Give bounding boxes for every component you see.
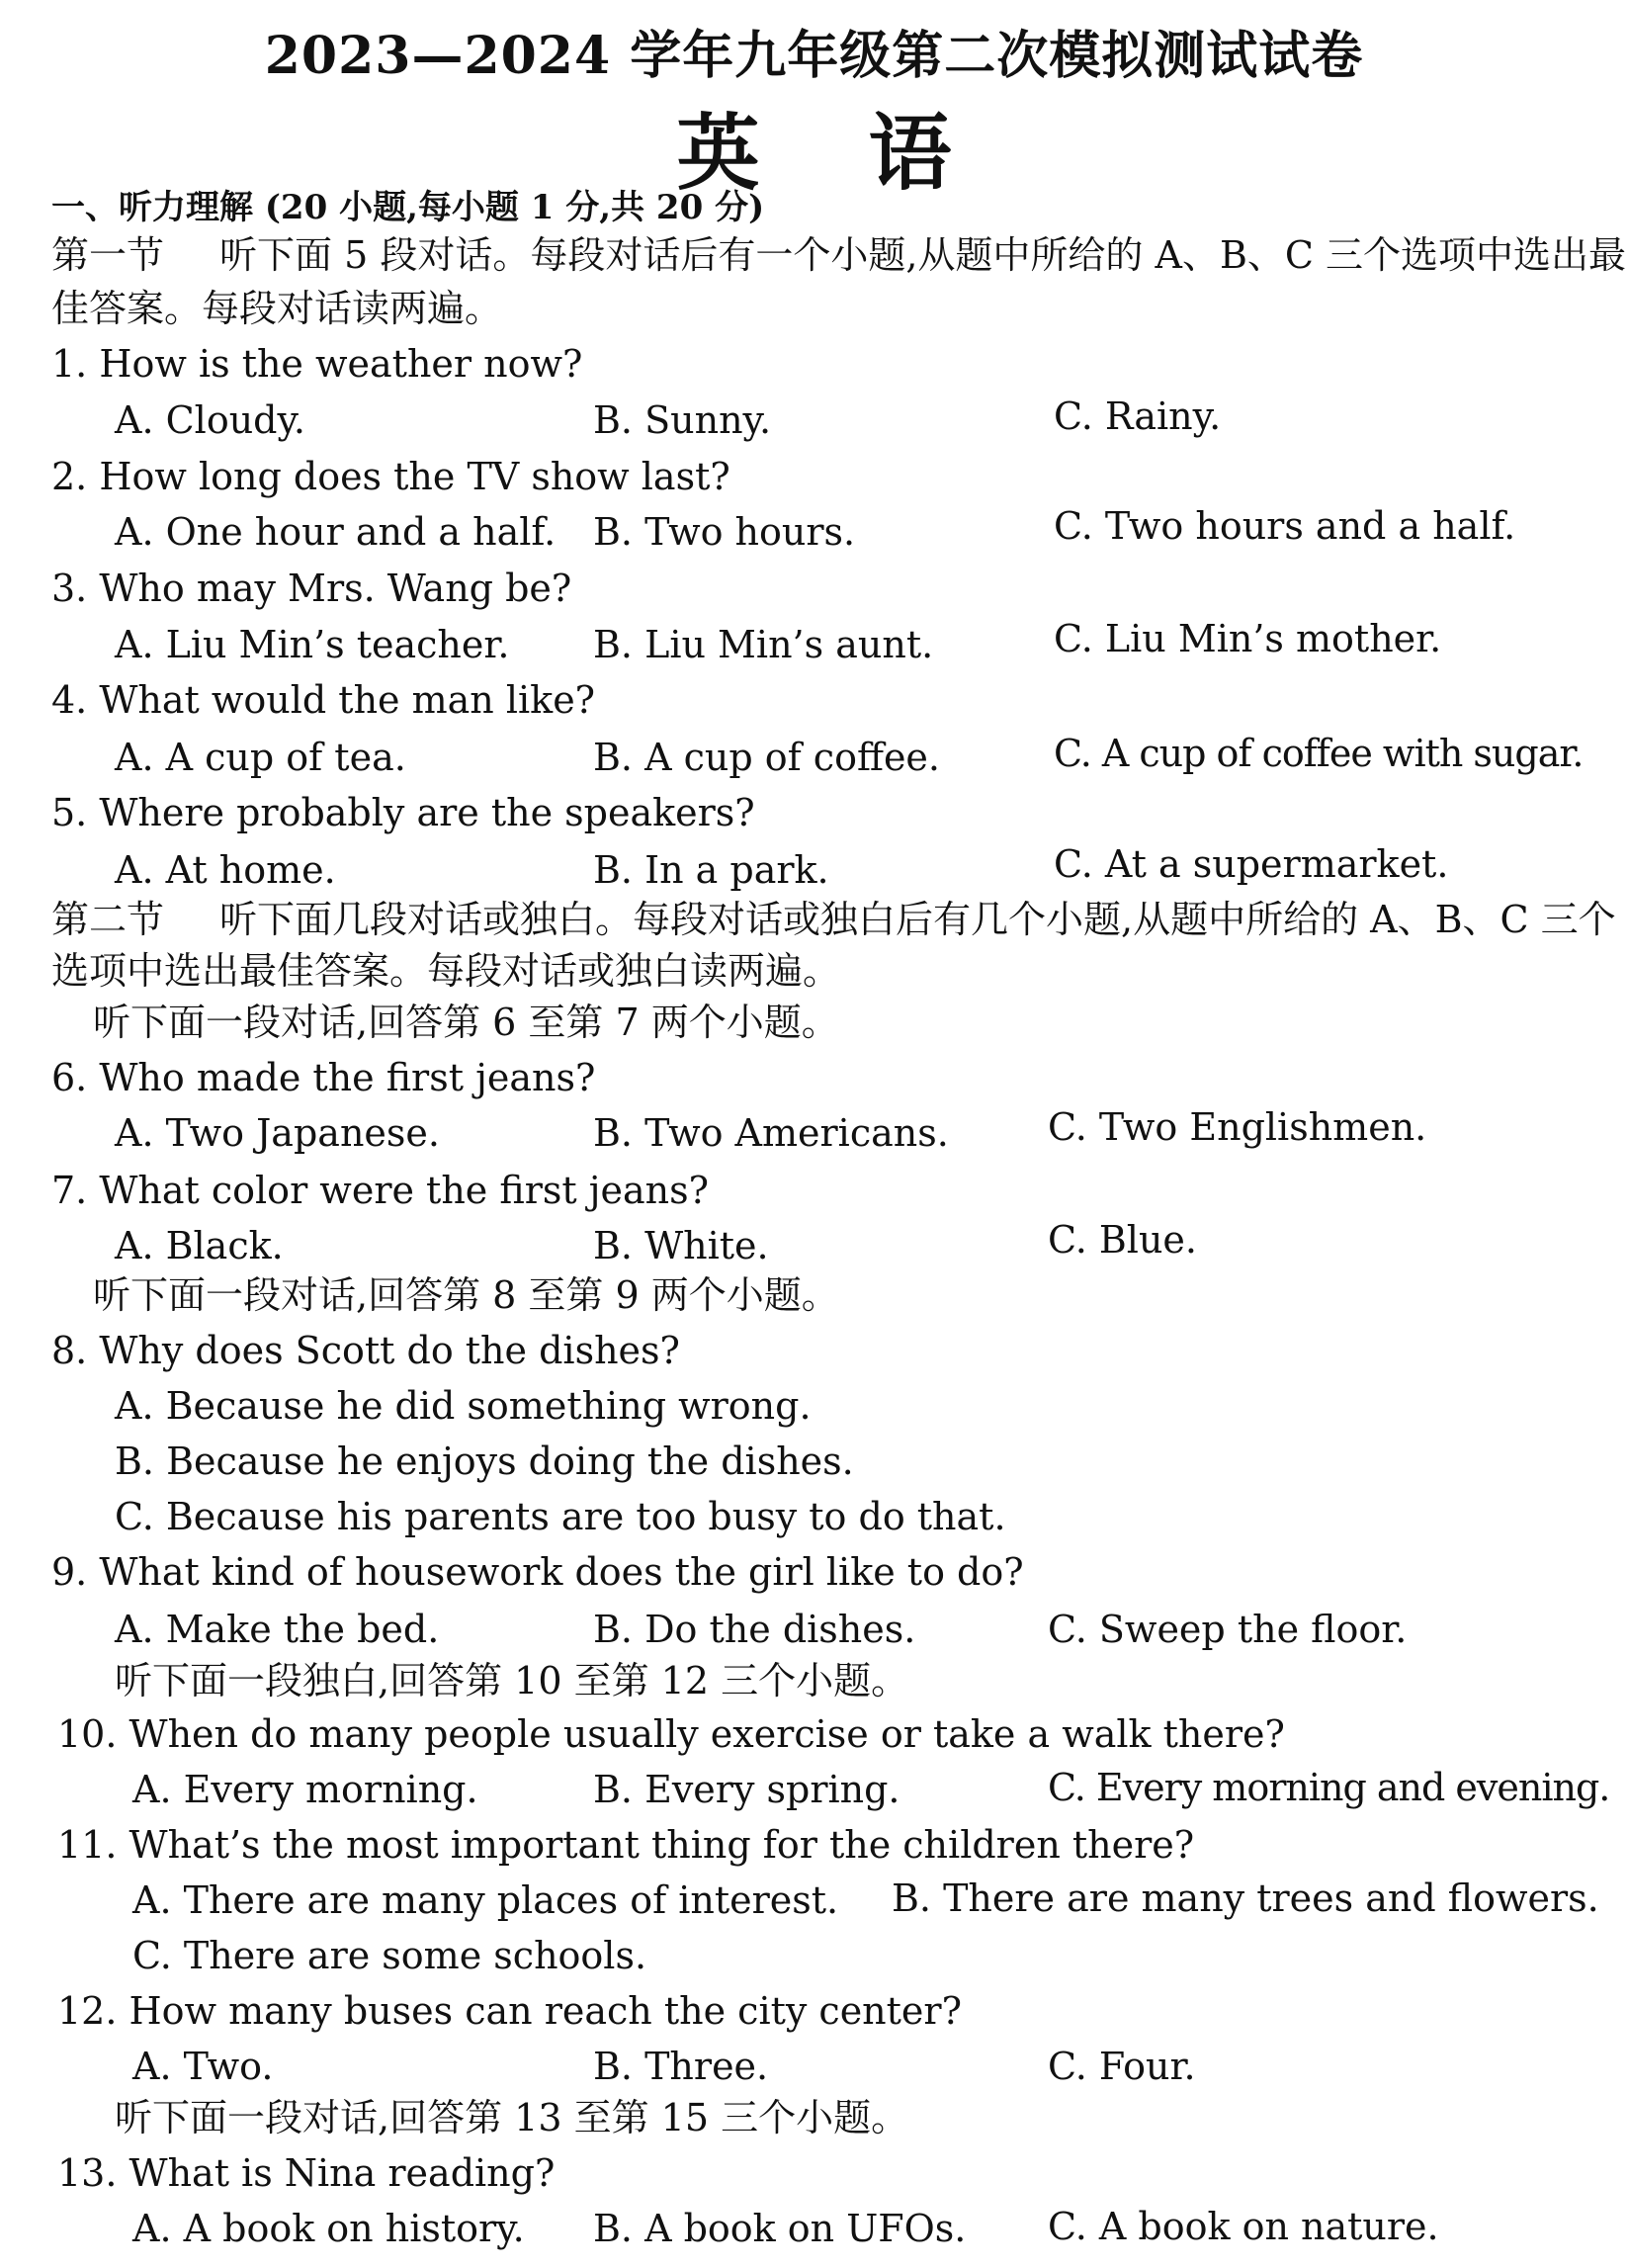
question-2: 2. How long does the TV show last? (51, 455, 730, 498)
q13-option-a: A. A book on history. (132, 2207, 525, 2250)
note-q6-7: 听下面一段对话,回答第 6 至第 7 两个小题。 (93, 1001, 839, 1044)
q12-option-a: A. Two. (132, 2045, 274, 2088)
q12-option-c: C. Four. (1048, 2045, 1196, 2088)
question-7: 7. What color were the first jeans? (51, 1169, 709, 1212)
q11-option-c: C. There are some schools. (132, 1934, 647, 1977)
exam-title: 2023—2024 学年九年级第二次模拟测试试卷 (264, 26, 1364, 86)
question-13: 13. What is Nina reading? (57, 2151, 556, 2195)
q10-option-b: B. Every spring. (593, 1768, 900, 1811)
q13-option-c: C. A book on nature. (1048, 2205, 1439, 2248)
q8-option-c: C. Because his parents are too busy to do that. (115, 1495, 1006, 1538)
question-3: 3. Who may Mrs. Wang be? (51, 567, 572, 610)
q4-option-b: B. A cup of coffee. (593, 736, 940, 779)
q2-option-b: B. Two hours. (593, 510, 856, 554)
question-5: 5. Where probably are the speakers? (51, 791, 755, 834)
q6-option-b: B. Two Americans. (593, 1111, 949, 1155)
section1-instruction (51, 233, 1626, 277)
q4-option-a: A. A cup of tea. (115, 736, 406, 779)
q6-option-c: C. Two Englishmen. (1048, 1105, 1427, 1149)
question-12: 12. How many buses can reach the city center? (57, 1989, 962, 2033)
q12-option-b: B. Three. (593, 2045, 769, 2088)
question-11: 11. What’s the most important thing for the children there? (57, 1823, 1195, 1867)
question-10: 10. When do many people usually exercise or take a walk there? (57, 1712, 1285, 1756)
q1-option-a: A. Cloudy. (115, 398, 306, 442)
q11-option-b: B. There are many trees and flowers. (892, 1876, 1599, 1920)
note-q10-12: 听下面一段独白,回答第 10 至第 12 三个小题。 (115, 1659, 909, 1702)
q10-option-a: A. Every morning. (132, 1768, 478, 1811)
q7-option-a: A. Black. (115, 1224, 284, 1267)
section1-label: 第一节 (51, 233, 165, 277)
q5-option-c: C. At a supermarket. (1054, 842, 1449, 886)
q2-option-c: C. Two hours and a half. (1054, 504, 1516, 548)
q7-option-c: C. Blue. (1048, 1218, 1197, 1262)
question-8: 8. Why does Scott do the dishes? (51, 1329, 680, 1372)
q3-option-a: A. Liu Min’s teacher. (115, 623, 510, 666)
q8-option-b: B. Because he enjoys doing the dishes. (115, 1439, 854, 1483)
q13-option-b: B. A book on UFOs. (593, 2207, 967, 2250)
q5-option-a: A. At home. (115, 848, 336, 892)
q2-option-a: A. One hour and a half. (115, 510, 557, 554)
q9-option-b: B. Do the dishes. (593, 1608, 916, 1651)
note-q13-15: 听下面一段对话,回答第 13 至第 15 三个小题。 (115, 2096, 909, 2139)
part1-heading: 一、听力理解 (20 小题,每小题 1 分,共 20 分) (51, 188, 765, 227)
q11-option-a: A. There are many places of interest. (132, 1878, 839, 1922)
q1-option-c: C. Rainy. (1054, 394, 1222, 438)
q9-option-c: C. Sweep the floor. (1048, 1608, 1408, 1651)
q3-option-b: B. Liu Min’s aunt. (593, 623, 934, 666)
q10-option-c: C. Every morning and evening. (1048, 1766, 1610, 1809)
q1-option-b: B. Sunny. (593, 398, 772, 442)
question-4: 4. What would the man like? (51, 678, 596, 722)
note-q8-9: 听下面一段对话,回答第 8 至第 9 两个小题。 (93, 1273, 839, 1317)
section2-instruction (51, 898, 1616, 941)
q7-option-b: B. White. (593, 1224, 769, 1267)
q3-option-c: C. Liu Min’s mother. (1054, 617, 1442, 660)
section2-instruction-line1: 听下面几段对话或独白。每段对话或独白后有几个小题,从题中所给的 A、B、C 三个 (219, 898, 1616, 941)
section1-instruction-line1: 听下面 5 段对话。每段对话后有一个小题,从题中所给的 A、B、C 三个选项中选出最 (219, 233, 1627, 277)
section1-instruction-line2: 佳答案。每段对话读两遍。 (51, 287, 503, 330)
q8-option-a: A. Because he did something wrong. (115, 1384, 812, 1428)
q4-option-c: C. A cup of coffee with sugar. (1054, 732, 1584, 775)
q6-option-a: A. Two Japanese. (115, 1111, 440, 1155)
question-9: 9. What kind of housework does the girl like to do? (51, 1550, 1024, 1594)
section2-label: 第二节 (51, 898, 165, 941)
question-6: 6. Who made the first jeans? (51, 1056, 596, 1099)
q5-option-b: B. In a park. (593, 848, 829, 892)
q9-option-a: A. Make the bed. (115, 1608, 440, 1651)
subject-title: 英语 (676, 104, 1061, 202)
section2-instruction-line2: 选项中选出最佳答案。每段对话或独白读两遍。 (51, 949, 841, 993)
question-1: 1. How is the weather now? (51, 342, 583, 386)
